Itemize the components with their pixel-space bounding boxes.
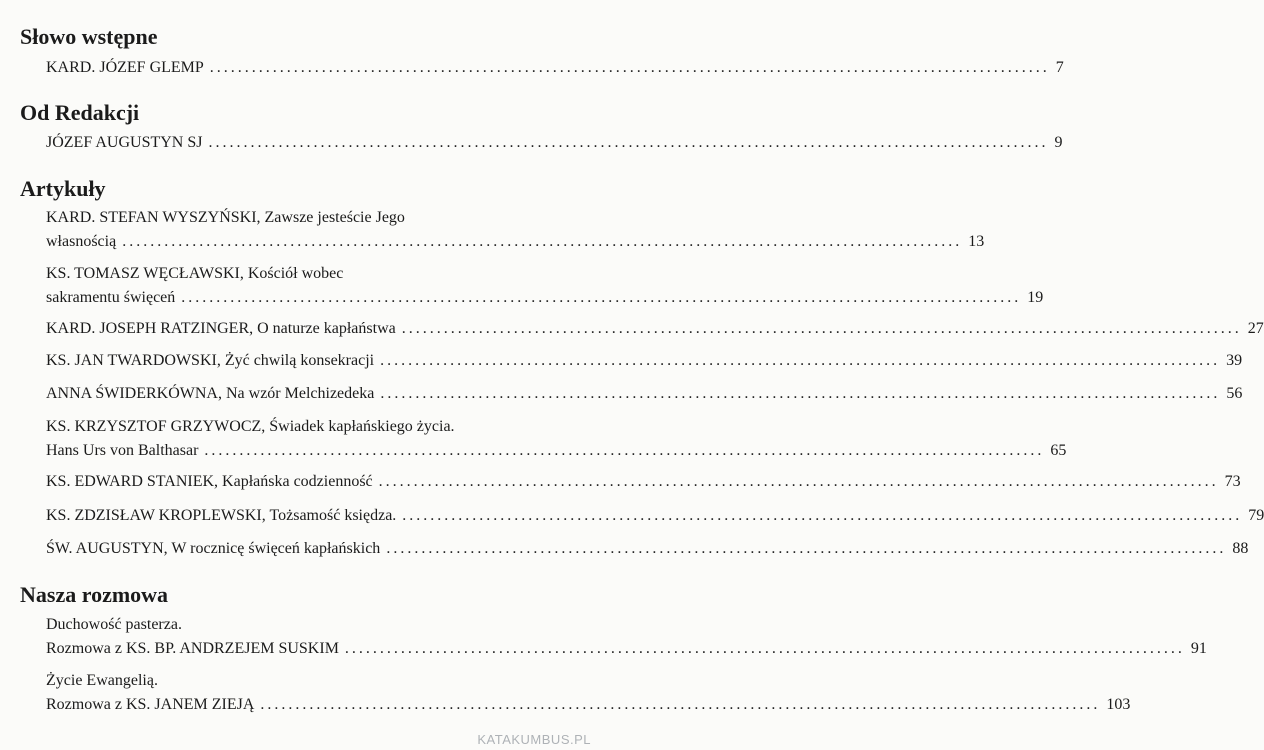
section-title-artykuly: Artykuły — [20, 176, 106, 201]
entry-text: KARD. JOSEPH RATZINGER, O naturze kapłaństwa — [46, 320, 396, 337]
page-number: 27 — [1247, 320, 1264, 337]
page-number: 79 — [1248, 507, 1264, 524]
toc-entry[interactable] — [46, 131, 1063, 155]
toc-entry[interactable] — [46, 613, 1207, 661]
toc-entry[interactable] — [46, 349, 1243, 373]
toc-entry[interactable] — [46, 504, 1264, 528]
watermark: KATAKUMBUS.PL — [477, 732, 591, 747]
entry-text: KS. EDWARD STANIEK, Kapłańska codzienność — [46, 473, 373, 490]
page-number: 19 — [1027, 289, 1044, 306]
entry-text: KS. TOMASZ WĘCŁAWSKI, Kościół wobec — [46, 265, 344, 282]
entry-text: KS. ZDZISŁAW KROPLEWSKI, Tożsamość księdza. — [46, 507, 397, 524]
section-title-od-redakcji: Od Redakcji — [20, 100, 140, 125]
leader-dots: ........................................................................................................................ — [122, 233, 963, 250]
toc-entry[interactable] — [46, 669, 1131, 717]
toc-entry[interactable] — [46, 415, 1067, 463]
entry-text: KARD. JÓZEF GLEMP — [46, 59, 204, 76]
page-number: 13 — [968, 233, 985, 250]
section-title-nasza-rozmowa: Nasza rozmowa — [20, 582, 169, 607]
entry-text: KARD. STEFAN WYSZYŃSKI, Zawsze jesteście Jego — [46, 209, 405, 226]
entry-text: Hans Urs von Balthasar — [46, 442, 199, 459]
leader-dots: ........................................................................................................................ — [181, 289, 1022, 306]
page-number: 88 — [1232, 540, 1249, 557]
entry-text: ANNA ŚWIDERKÓWNA, Na wzór Melchizedeka — [46, 385, 375, 402]
entry-text: sakramentu święceń — [46, 289, 176, 306]
leader-dots: ........................................................................................................................ — [380, 385, 1221, 402]
toc-entry[interactable] — [46, 470, 1241, 494]
leader-dots: ........................................................................................................................ — [380, 352, 1221, 369]
leader-dots: ........................................................................................................................ — [402, 507, 1243, 524]
page-number: 56 — [1226, 385, 1243, 402]
page-number: 73 — [1224, 473, 1241, 490]
entry-text: KS. JAN TWARDOWSKI, Żyć chwilą konsekracji — [46, 352, 375, 369]
entry-text: Duchowość pasterza. — [46, 616, 182, 633]
toc-entry[interactable] — [46, 537, 1249, 561]
leader-dots: ........................................................................................................................ — [209, 59, 1050, 76]
toc-entry[interactable] — [46, 56, 1064, 80]
entry-text: Rozmowa z KS. JANEM ZIEJĄ — [46, 696, 255, 713]
entry-text: Życie Ewangelią. — [46, 672, 158, 689]
leader-dots: ........................................................................................................................ — [386, 540, 1227, 557]
toc-entry[interactable] — [46, 382, 1243, 406]
entry-text: własnością — [46, 233, 117, 250]
page-number: 65 — [1050, 442, 1067, 459]
toc-entry[interactable] — [46, 206, 985, 254]
page-number: 9 — [1054, 134, 1063, 151]
page-number: 91 — [1190, 640, 1207, 657]
entry-text: ŚW. AUGUSTYN, W rocznicę święceń kapłańskich — [46, 540, 381, 557]
leader-dots: ........................................................................................................................ — [401, 320, 1242, 337]
leader-dots: ........................................................................................................................ — [208, 134, 1049, 151]
entry-text: JÓZEF AUGUSTYN SJ — [46, 134, 203, 151]
toc-entry[interactable] — [46, 262, 1044, 310]
leader-dots: ........................................................................................................................ — [378, 473, 1219, 490]
leader-dots: ........................................................................................................................ — [344, 640, 1185, 657]
page-number: 39 — [1226, 352, 1243, 369]
page-number: 7 — [1055, 59, 1064, 76]
toc-entry[interactable] — [46, 317, 1264, 341]
entry-text: Rozmowa z KS. BP. ANDRZEJEM SUSKIM — [46, 640, 339, 657]
section-title-slowo-wstepne: Słowo wstępne — [20, 24, 158, 49]
leader-dots: ........................................................................................................................ — [260, 696, 1101, 713]
leader-dots: ........................................................................................................................ — [204, 442, 1045, 459]
page-number: 103 — [1106, 696, 1131, 713]
entry-text: KS. KRZYSZTOF GRZYWOCZ, Świadek kapłańskiego życia. — [46, 418, 455, 435]
